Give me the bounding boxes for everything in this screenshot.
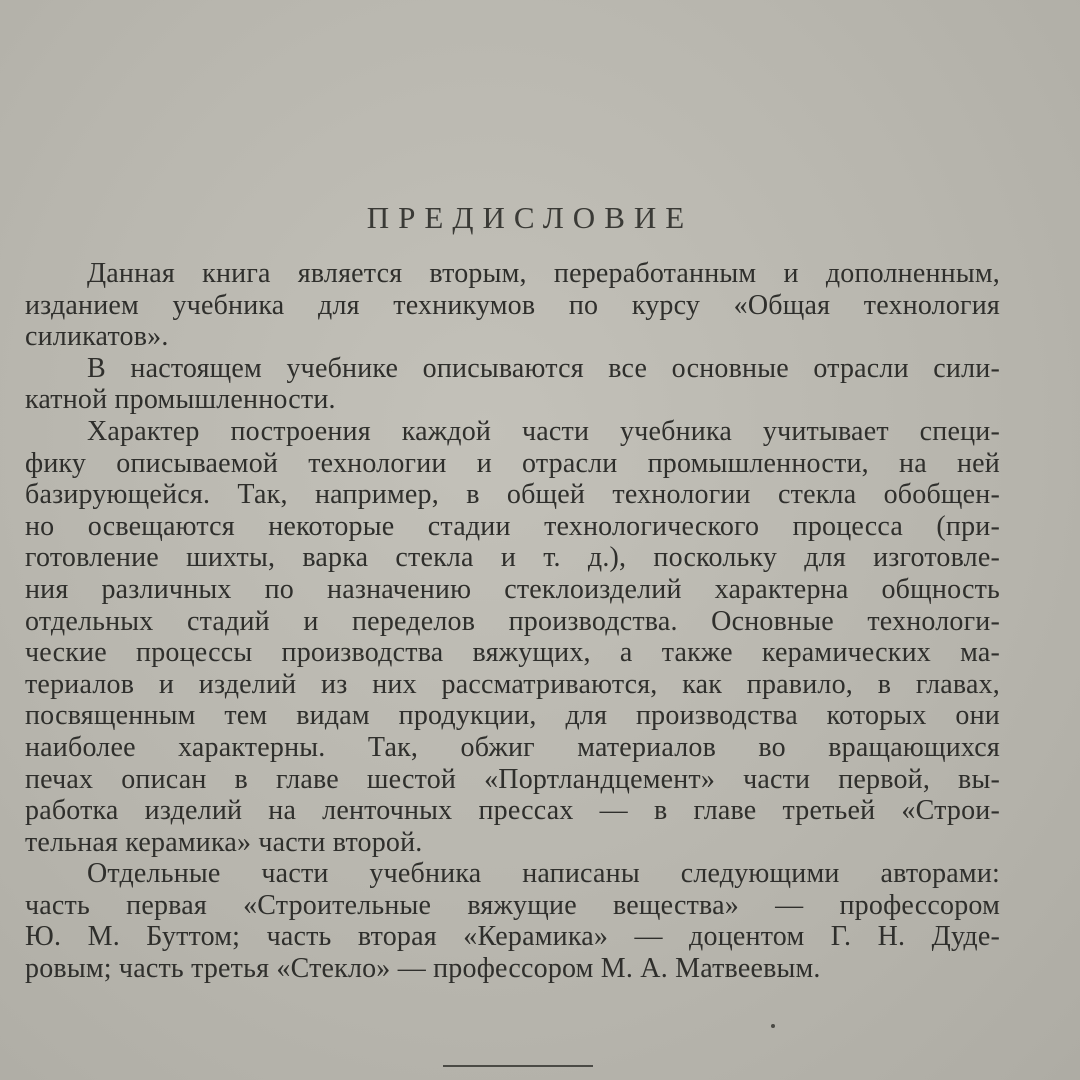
text-line: печах описан в главе шестой «Портландцемент» части первой, вы- [25, 763, 1000, 795]
text-line: Характер построения каждой части учебника учитывает специ- [87, 415, 1000, 447]
ink-dot [771, 1024, 775, 1028]
text-line: ния различных по назначению стеклоизделий характерна общность [25, 573, 1000, 605]
page-title: ПРЕДИСЛОВИЕ [366, 200, 694, 235]
paragraph-3 [25, 416, 1000, 858]
text-line: Отдельные части учебника написаны следующими авторами: [87, 858, 1000, 890]
text-line: но освещаются некоторые стадии технологического процесса (при- [25, 510, 1000, 542]
text-line: ческие процессы производства вяжущих, а также керамических ма- [25, 637, 1000, 669]
text-line: изданием учебника для техникумов по курсу «Общая технология [25, 289, 1000, 321]
text-line: посвященным тем видам продукции, для производства которых они [25, 700, 1000, 732]
preface-text [25, 258, 1000, 985]
paragraph-4 [25, 858, 1000, 984]
text-line: териалов и изделий из них рассматриваются, как правило, в главах, [25, 668, 1000, 700]
text-line: Данная книга является вторым, переработанным и дополненным, [87, 258, 1000, 289]
text-line: базирующейся. Так, например, в общей технологии стекла обобщен- [25, 479, 1000, 511]
text-line: ровым; часть третья «Стекло» — профессором М. А. Матвеевым. [25, 953, 821, 985]
text-line: катной промышленности. [25, 384, 336, 416]
text-line: наиболее характерны. Так, обжиг материалов во вращающихся [25, 731, 1000, 763]
text-line: В настоящем учебнике описываются все основные отрасли сили- [87, 352, 1000, 384]
text-line: часть первая «Строительные вяжущие вещества» — профессором [25, 889, 1000, 921]
paragraph-2 [25, 353, 1000, 416]
paragraph-1 [25, 258, 1000, 353]
text-line: тельная керамика» части второй. [25, 826, 423, 858]
text-line: отдельных стадий и переделов производства. Основные технологи- [25, 605, 1000, 637]
text-line: Ю. М. Буттом; часть вторая «Керамика» — доцентом Г. Н. Дуде- [25, 921, 1000, 953]
text-line: силикатов». [25, 321, 169, 353]
text-line: готовление шихты, варка стекла и т. д.), поскольку для изготовле- [25, 542, 1000, 574]
footer-rule [443, 1065, 593, 1067]
text-line: фику описываемой технологии и отрасли промышленности, на ней [25, 447, 1000, 479]
text-line: работка изделий на ленточных прессах — в главе третьей «Строи- [25, 795, 1000, 827]
